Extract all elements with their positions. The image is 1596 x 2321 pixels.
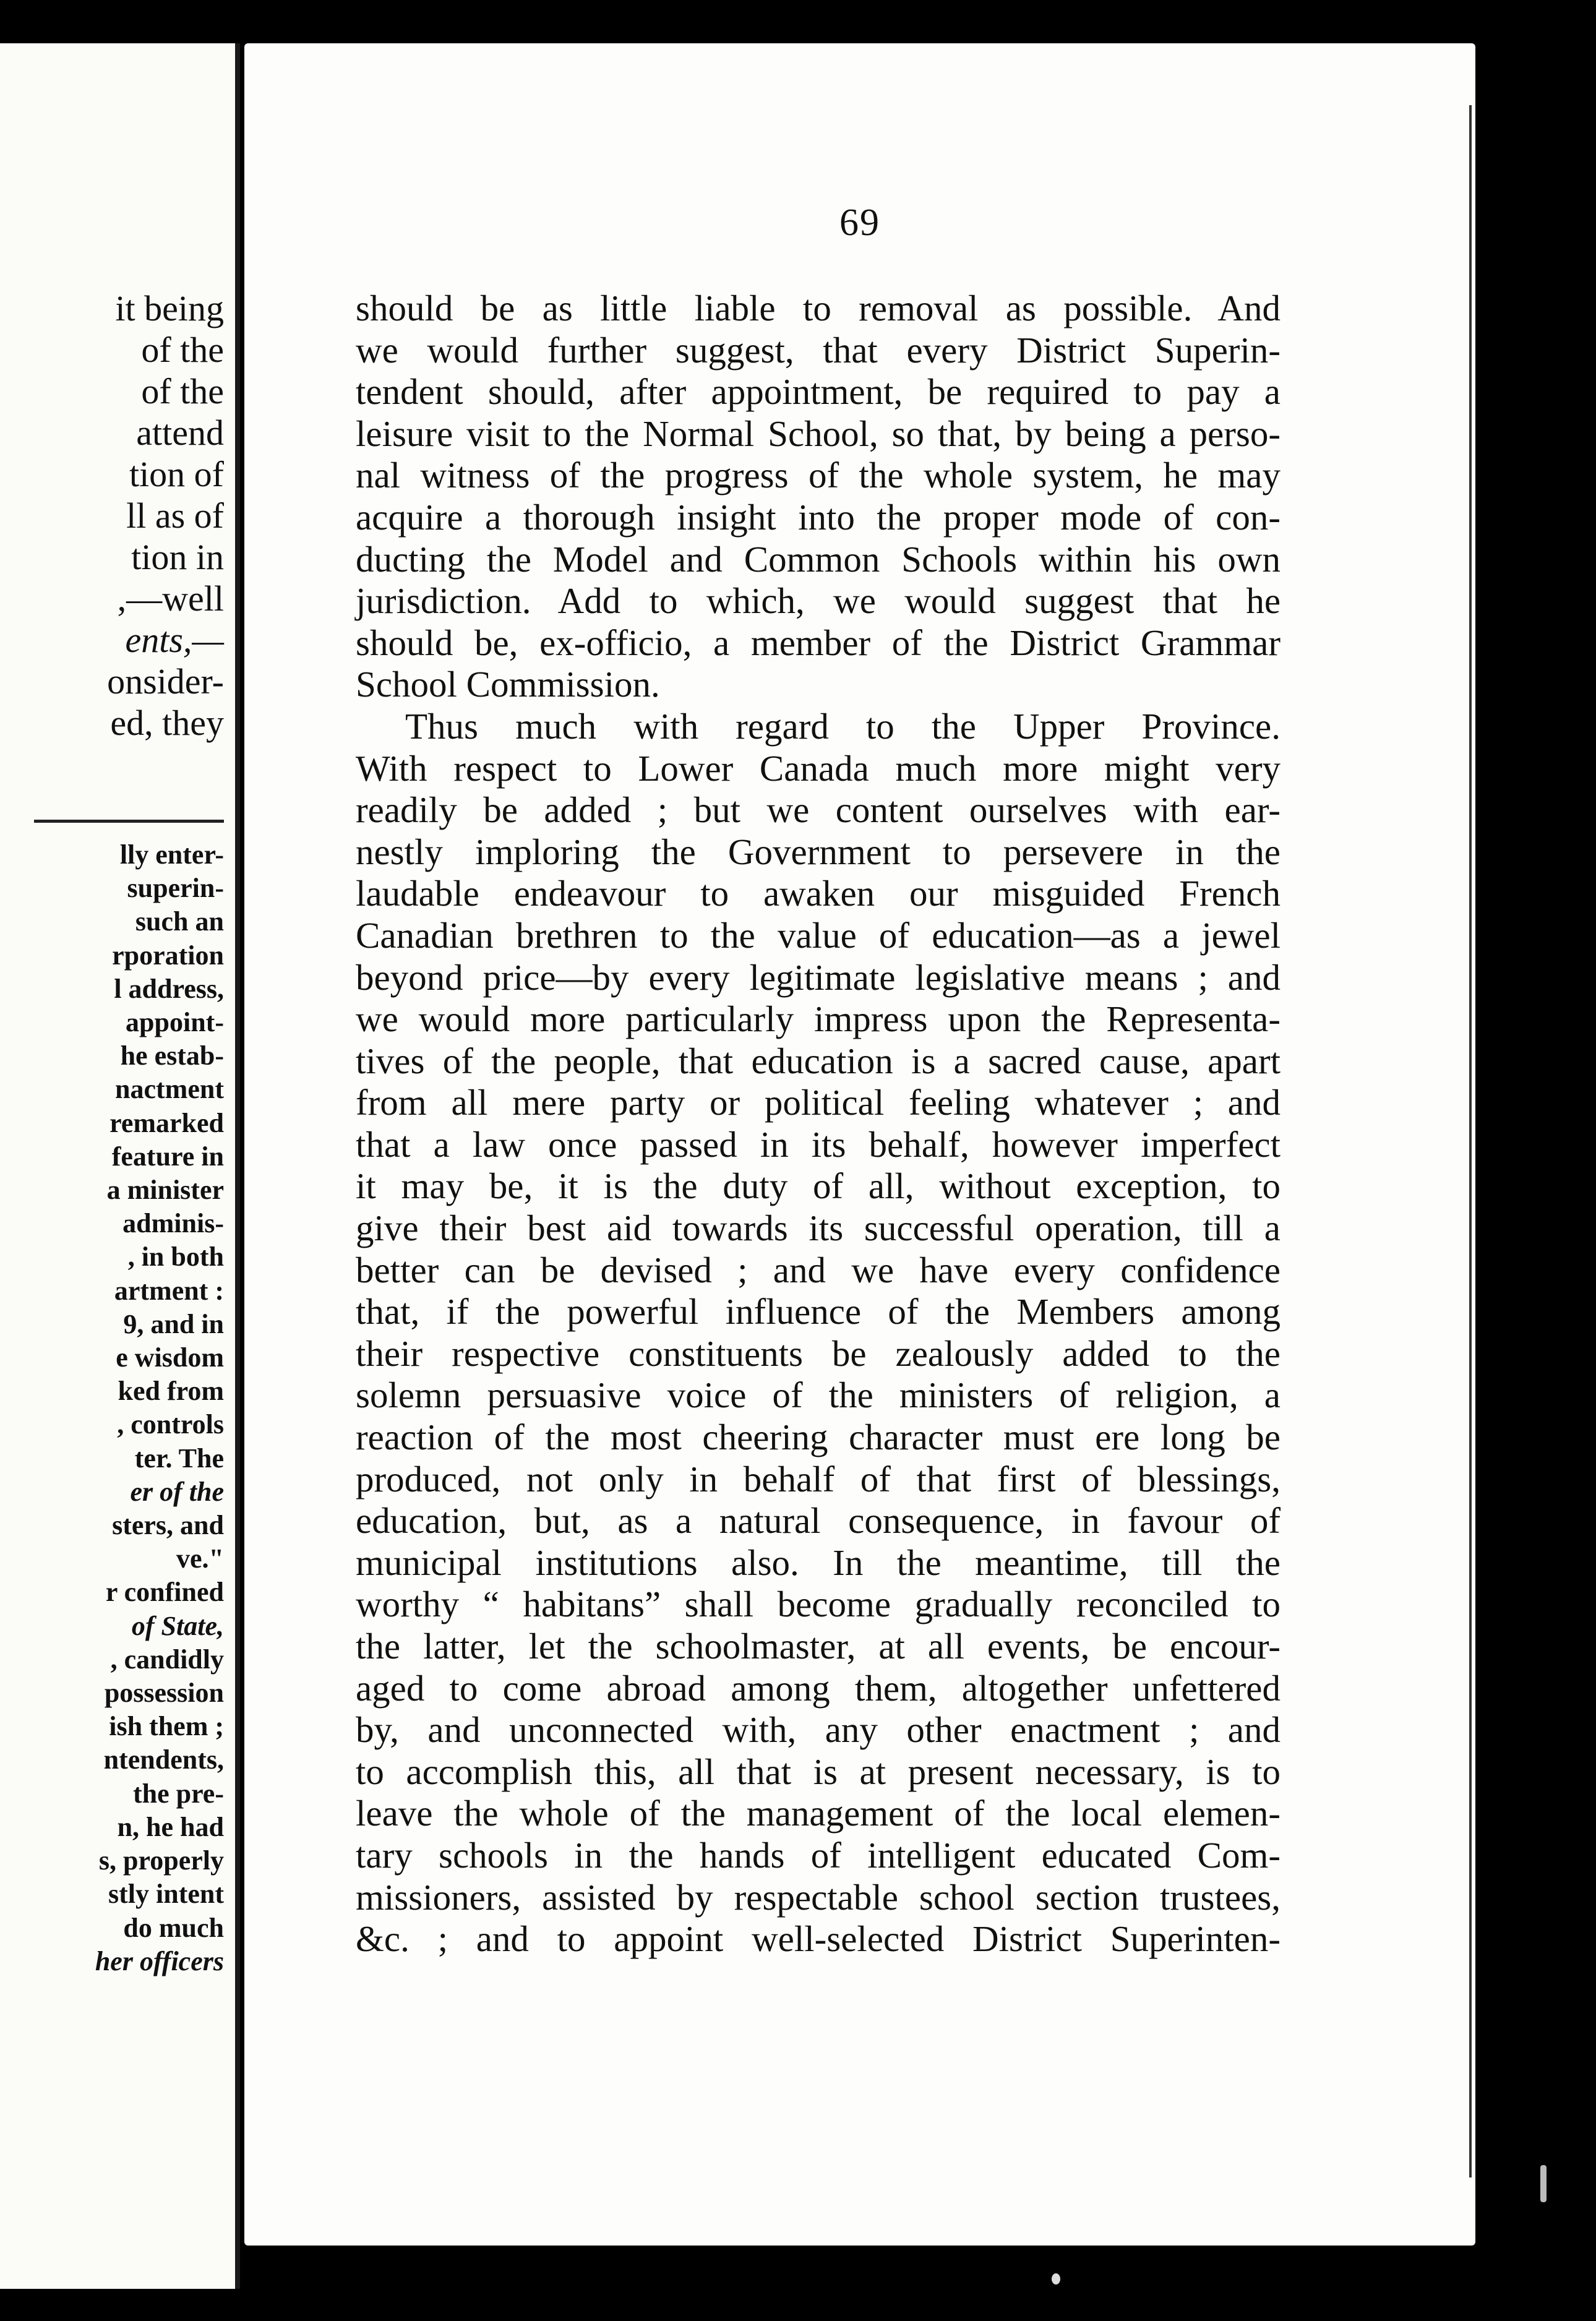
text-line: that, if the powerful influence of the Members among [356, 1291, 1281, 1332]
left-note-line: , in both [127, 1242, 224, 1272]
left-page-footnote [95, 838, 224, 1978]
text-line: their respective constituents be zealously added to the [356, 1332, 1281, 1374]
text-line: readily be added ; but we content ourselves with ear- [356, 789, 1281, 831]
left-note-line: her officers [95, 1946, 224, 1976]
left-note-line: adminis- [122, 1208, 224, 1239]
left-line: tion of [129, 454, 224, 494]
left-note-line: ter. The [134, 1443, 224, 1474]
text-line: reaction of the most cheering character must ere long be [356, 1417, 1281, 1458]
left-line: of the [141, 330, 224, 370]
left-note-line: er of the [130, 1476, 224, 1507]
left-line: it being [115, 288, 224, 328]
left-line: onsider- [107, 661, 224, 701]
text-line: Thus much with regard to the Upper Province. [405, 705, 1281, 747]
left-line: attend [136, 413, 224, 453]
text-line: produced, not only in behalf of that first of blessings, [356, 1458, 1281, 1499]
text-line: give their best aid towards its successful operation, till a [356, 1208, 1281, 1249]
left-note-line: do much [123, 1912, 224, 1943]
left-note-line: n, he had [117, 1811, 224, 1842]
text-line: we would more particularly impress upon the Representa- [356, 998, 1281, 1040]
text-line: beyond price—by every legitimate legislative means ; and [356, 956, 1281, 998]
text-line: it may be, it is the duty of all, without exception, to [356, 1165, 1281, 1207]
text-line: worthy “ habitans” shall become gradually reconciled to [356, 1584, 1281, 1625]
text-line: tary schools in the hands of intelligent educated Com- [356, 1834, 1281, 1876]
left-note-line: 9, and in [123, 1308, 224, 1339]
page-edge-line [1469, 105, 1472, 2177]
main-page [244, 43, 1475, 2246]
text-line: solemn persuasive voice of the ministers of religion, a [356, 1375, 1281, 1416]
left-line: ll as of [126, 496, 224, 536]
left-note-line: appoint- [126, 1007, 224, 1038]
left-note-line: r confined [105, 1577, 224, 1608]
page-number: 69 [839, 202, 880, 244]
left-note-line: ve." [176, 1543, 224, 1574]
text-line: acquire a thorough insight into the proper mode of con- [356, 496, 1281, 538]
left-note-line: he estab- [120, 1040, 224, 1071]
left-note-line: ntendents, [103, 1744, 224, 1775]
body-text [356, 288, 1281, 1960]
left-note-line: s, properly [98, 1845, 224, 1876]
text-line: municipal institutions also. In the meantime, till the [356, 1542, 1281, 1583]
text-line: tendent should, after appointment, be required to pay a [356, 371, 1281, 413]
left-note-line: nactment [115, 1074, 224, 1105]
text-line: missioners, assisted by respectable school section trustees, [356, 1876, 1281, 1918]
left-line: ed, they [110, 703, 224, 743]
scan-right-margin [1475, 43, 1596, 2246]
text-line: &c. ; and to appoint well-selected District Superinten- [356, 1918, 1281, 1960]
left-note-line: e wisdom [116, 1342, 224, 1373]
left-note-line: ish them ; [109, 1711, 224, 1742]
text-line: nal witness of the progress of the whole system, he may [356, 455, 1281, 496]
text-line: laudable endeavour to awaken our misguided French [356, 873, 1281, 914]
left-note-line: superin- [127, 873, 224, 904]
left-note-line: , candidly [110, 1644, 224, 1675]
text-line: the latter, let the schoolmaster, at all events, be encour- [356, 1626, 1281, 1667]
left-line: tion in [131, 537, 224, 577]
text-line: from all mere party or political feeling whatever ; and [356, 1082, 1281, 1123]
left-note-line: ked from [118, 1376, 224, 1407]
footnote-rule [34, 820, 224, 823]
left-note-line: feature in [111, 1141, 224, 1172]
text-line: leave the whole of the management of the local elemen- [356, 1793, 1281, 1834]
text-line: Canadian brethren to the value of education—as a jewel [356, 914, 1281, 956]
text-line: jurisdiction. Add to which, we would suggest that he [356, 580, 1281, 622]
text-line: School Commission. [356, 664, 660, 705]
dust-speck [1052, 2273, 1060, 2285]
text-line: ducting the Model and Common Schools within his own [356, 538, 1281, 580]
text-line: tives of the people, that education is a sacred cause, apart [356, 1040, 1281, 1081]
left-line: of the [141, 371, 224, 411]
left-note-line: l address, [114, 973, 224, 1004]
text-line: With respect to Lower Canada much more might very [356, 747, 1281, 789]
left-note-line: remarked [109, 1107, 224, 1138]
text-line: to accomplish this, all that is at present necessary, is to [356, 1751, 1281, 1792]
dust-speck [1540, 2165, 1547, 2202]
text-line: should be as little liable to removal as possible. And [356, 288, 1281, 328]
left-note-line: rporation [112, 940, 224, 971]
left-note-line: sters, and [112, 1510, 224, 1541]
left-note-line: such an [135, 906, 224, 937]
text-line: better can be devised ; and we have every confidence [356, 1249, 1281, 1290]
left-line: ents,— [125, 620, 224, 660]
text-line: nestly imploring the Government to persevere in the [356, 831, 1281, 872]
left-note-line: of State, [131, 1610, 224, 1641]
left-note-line: lly enter- [119, 839, 224, 870]
left-note-line: a minister [106, 1175, 224, 1206]
text-line: leisure visit to the Normal School, so that, by being a perso- [356, 413, 1281, 454]
text-line: that a law once passed in its behalf, however imperfect [356, 1123, 1281, 1165]
text-line: education, but, as a natural consequence, in favour of [356, 1500, 1281, 1542]
text-line: should be, ex-officio, a member of the District Grammar [356, 622, 1281, 663]
left-note-line: stly intent [108, 1879, 224, 1910]
text-line: we would further suggest, that every District Superin- [356, 329, 1281, 371]
left-note-line: , controls [117, 1409, 224, 1440]
text-line: by, and unconnected with, any other enactment ; and [356, 1709, 1281, 1751]
left-note-line: possession [104, 1678, 224, 1709]
left-page-main-text [107, 288, 224, 744]
left-note-line: artment : [114, 1275, 224, 1306]
left-page-fragment [0, 43, 240, 2289]
left-line: ,—well [117, 578, 224, 619]
left-note-line: the pre- [132, 1778, 224, 1809]
text-line: aged to come abroad among them, altogether unfettered [356, 1667, 1281, 1709]
